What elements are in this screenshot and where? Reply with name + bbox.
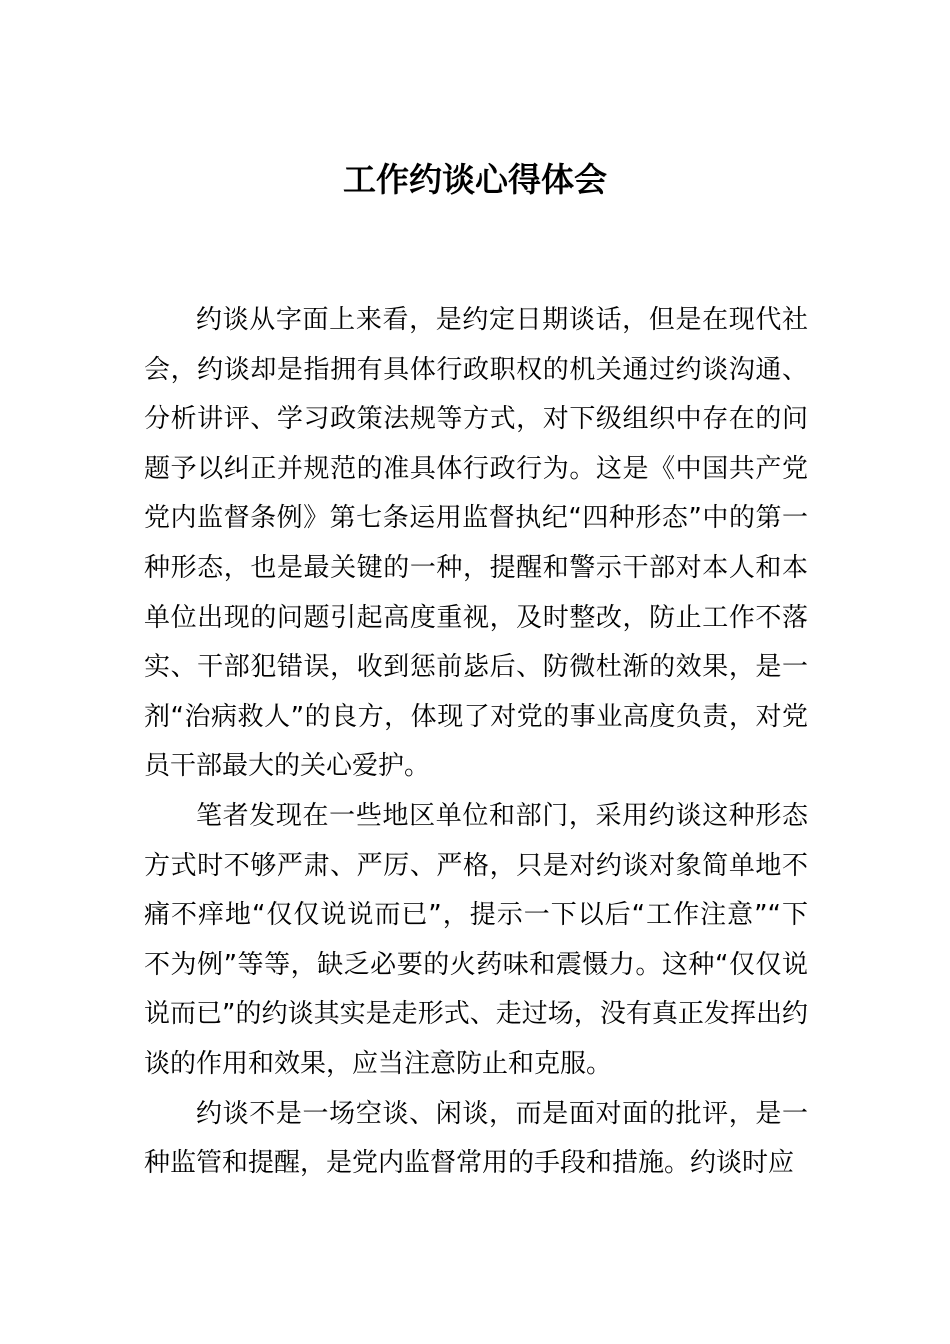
document-body bbox=[144, 296, 808, 1189]
document-title: 工作约谈心得体会 bbox=[343, 160, 607, 199]
paragraph-2: 笔者发现在一些地区单位和部门，采用约谈这种形态方式时不够严肃、严厉、严格，只是对约谈对象简单地不痛不痒地“仅仅说说而已”，提示一下以后“工作注意”“下不为例”等等，缺乏必要的火药味和震慑力。这种“仅仅说说而已”的约谈其实是走形式、走过场，没有真正发挥出约谈的作用和效果，应当注意防止和克服。 bbox=[144, 800, 808, 1079]
paragraph-3: 约谈不是一场空谈、闲谈，而是面对面的批评，是一种监管和提醒，是党内监督常用的手段和措施。约谈时应 bbox=[144, 1098, 808, 1179]
paragraph-1: 约谈从字面上来看，是约定日期谈话，但是在现代社会，约谈却是指拥有具体行政职权的机关通过约谈沟通、分析讲评、学习政策法规等方式，对下级组织中存在的问题予以纠正并规范的准具体行政行为。这是《中国共产党党内监督条例》第七条运用监督执纪“四种形态”中的第一种形态，也是最关键的一种，提醒和警示干部对本人和本单位出现的问题引起高度重视，及时整改，防止工作不落实、干部犯错误，收到惩前毖后、防微杜渐的效果，是一剂“治病救人”的良方，体现了对党的事业高度负责，对党员干部最大的关心爱护。 bbox=[144, 305, 808, 782]
